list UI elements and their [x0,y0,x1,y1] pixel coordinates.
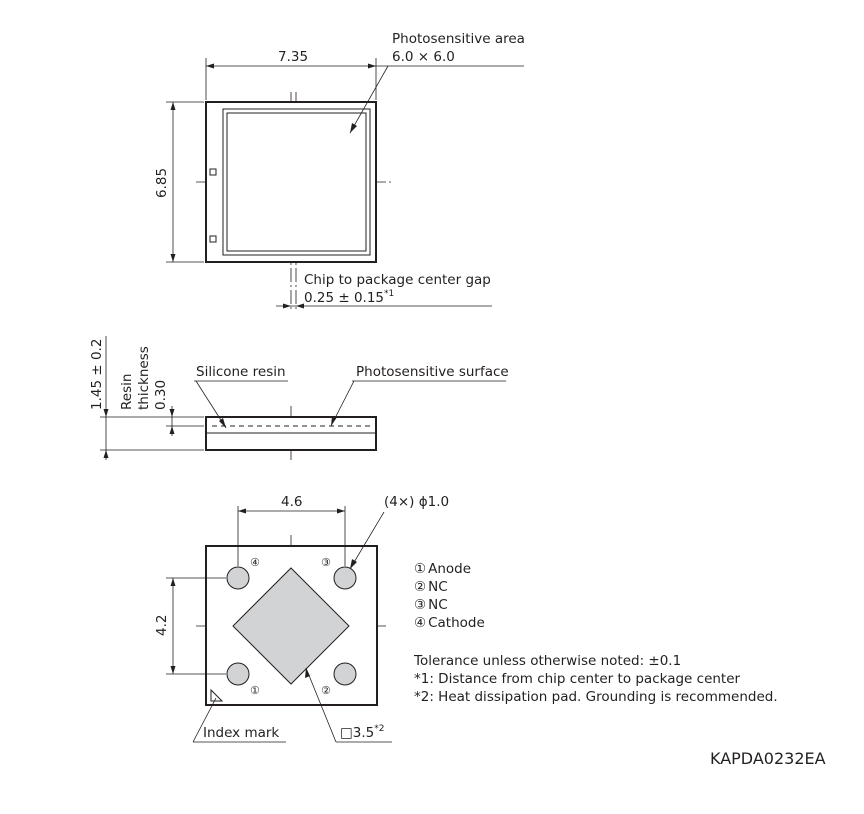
pin-spacing-vertical: 4.2 [154,614,170,636]
pin-number-1: ① [250,684,260,697]
pin-spacing-horizontal: 4.6 [281,494,303,510]
pin-spacing-h-arrow-left [238,509,246,514]
height-dim-arrow-top [171,102,176,110]
pin-legend-item: ② NC [414,579,448,595]
pin-legend-item: ① Anode [414,561,472,577]
pin-spacing-h-arrow-right [337,509,345,514]
height-dim-arrow-bottom [171,254,176,262]
drawing-code: KAPDA0232EA [710,749,826,768]
gap-dim-arrow-right [296,304,304,309]
width-dim-arrow-left [206,64,214,69]
pin-number-4: ④ [250,556,260,569]
silicone-resin-label: Silicone resin [196,364,286,380]
electrode-pad-2 [334,663,356,685]
photosensitive-surface-label: Photosensitive surface [356,364,509,380]
footnote-1: *1: Distance from chip center to package center [414,671,741,687]
bottom-view [154,494,449,742]
top-view-package-outline [206,102,376,262]
pin-spacing-v-arrow-top [171,578,176,586]
height-dimension: 6.85 [154,167,170,198]
electrode-pad-3 [334,567,356,589]
pin-number-3: ③ [321,556,331,569]
resin-dim-arrow-top [170,409,175,417]
resin-thickness-value: 0.30 [153,379,169,410]
side-view [89,336,509,460]
footnote-2: *2: Heat dissipation pad. Grounding is recommended. [414,689,778,705]
electrode-pad-1 [227,663,249,685]
pad-diameter-label: (4×) ϕ1.0 [384,494,450,510]
pin-spacing-v-arrow-bottom [171,666,176,674]
gap-dim-arrow-left [283,304,291,309]
heat-pad-label: □3.5$^{*2}$ [340,724,385,741]
notes [413,653,778,705]
width-dimension: 7.35 [278,49,309,65]
index-mark-label: Index mark [203,725,280,741]
resin-dim-arrow-bottom [170,426,175,434]
top-view [154,31,525,312]
gap-label: Chip to package center gap [304,272,491,288]
resin-label-line2: thickness [136,346,152,410]
tolerance-note: Tolerance unless otherwise noted: ±0.1 [414,653,682,669]
photosensitive-area-label: Photosensitive area [392,31,525,47]
thickness-dimension: 1.45 ± 0.2 [89,338,105,410]
pin-legend [414,561,485,631]
width-dim-arrow-right [368,64,376,69]
pin-legend-item: ④ Cathode [414,615,485,631]
electrode-pad-4 [227,567,249,589]
resin-label-line1: Resin [119,373,135,410]
pin-legend-item: ③ NC [414,597,448,613]
photosensitive-area-size: 6.0 × 6.0 [392,49,455,65]
gap-value: $0.25 \pm 0.15^{*1}$ [304,289,395,306]
thickness-dim-arrow-bottom [104,450,109,458]
pin-number-2: ② [321,684,331,697]
